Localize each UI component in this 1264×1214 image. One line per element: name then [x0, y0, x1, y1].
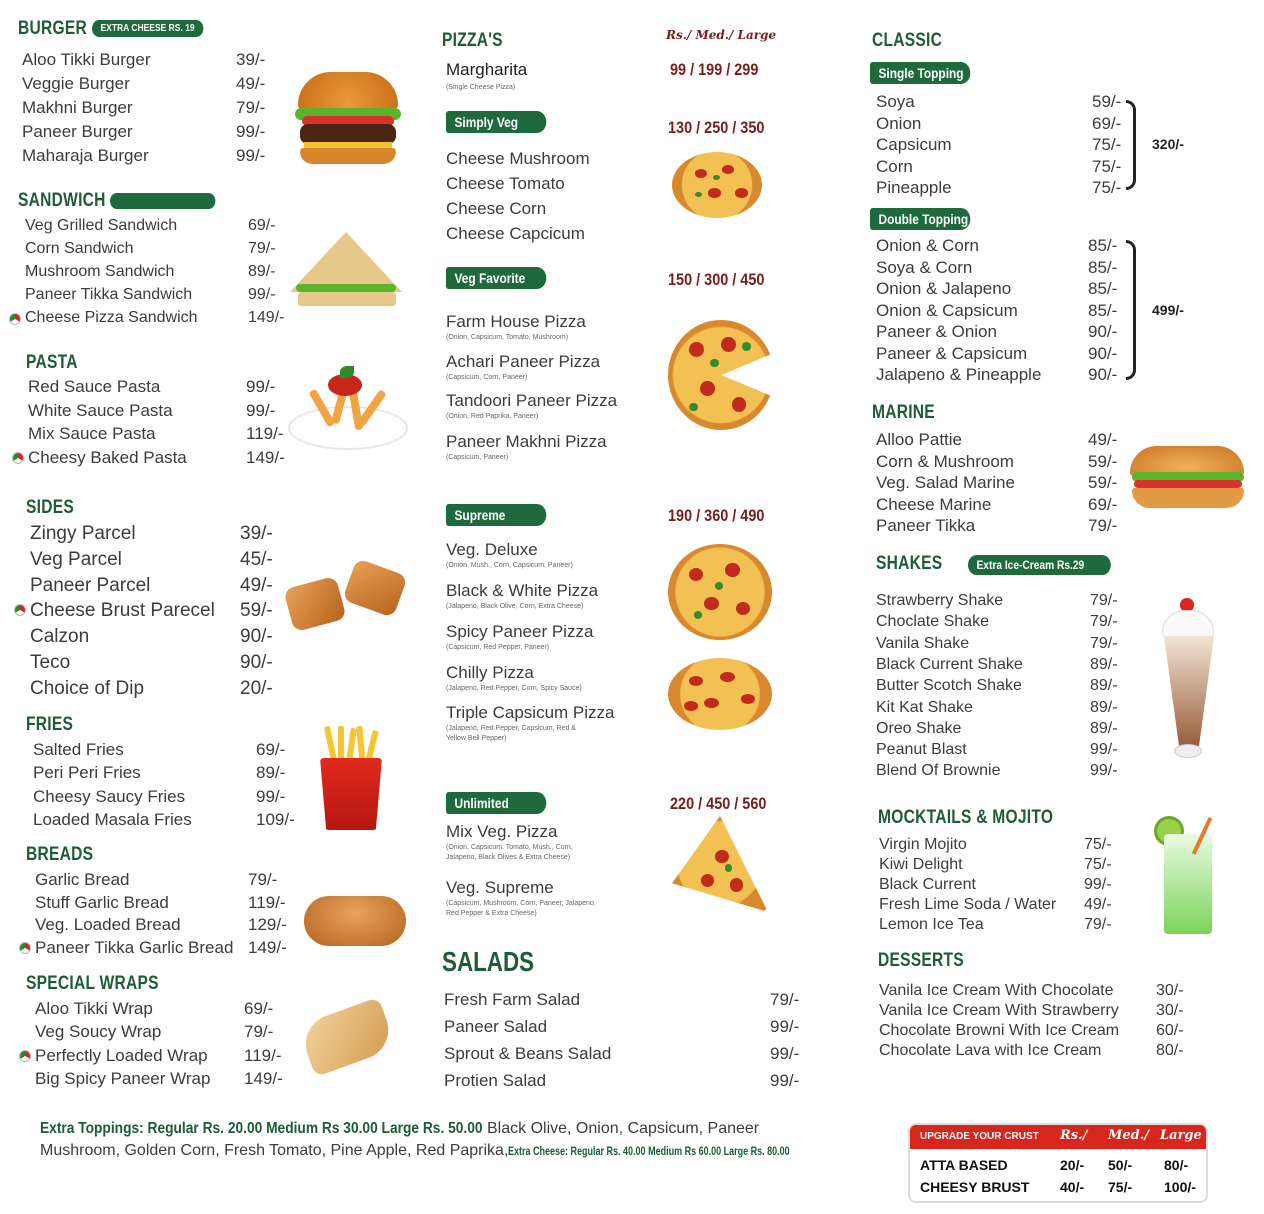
mojito-image	[1150, 812, 1226, 934]
menu-item-price: 39/-	[240, 523, 273, 544]
menu-item-price: 49/-	[240, 574, 273, 596]
sandwich-image	[290, 232, 402, 312]
crust-title: UPGRADE YOUR CRUST	[920, 1131, 1039, 1142]
simply-veg-price: 130 / 250 / 350	[668, 118, 765, 137]
pizza-image-3	[668, 544, 772, 640]
menu-item-name: Mix Sauce Pasta	[28, 424, 156, 443]
menu-item-name: Veggie Burger	[22, 74, 130, 93]
menu-item-name: Virgin Mojito	[879, 836, 967, 853]
menu-item-name: Garlic Bread	[35, 870, 130, 889]
pizza-item-name: Veg. Deluxe	[446, 540, 538, 559]
sandwich-title: SANDWICH	[18, 190, 106, 211]
crust-row-value: 40/-	[1060, 1179, 1085, 1195]
burger-title: BURGER	[18, 18, 87, 39]
extra-toppings-line-1	[40, 1120, 759, 1138]
menu-item-name: Perfectly Loaded Wrap	[35, 1045, 208, 1065]
crust-row-value: 80/-	[1164, 1157, 1189, 1173]
pizza-item-name: Achari Paneer Pizza	[446, 352, 601, 371]
pizza-image-2	[668, 320, 774, 430]
pizza-item-name: Cheese Corn	[446, 199, 547, 218]
bread-image	[304, 896, 408, 948]
menu-item-name: Capsicum	[876, 135, 952, 154]
menu-item-price: 75/-	[1092, 156, 1122, 176]
menu-item-price: 90/-	[1088, 365, 1118, 384]
menu-item-name: Paneer Tikka Garlic Bread	[35, 937, 234, 957]
menu-item-price: 59/-	[1092, 92, 1122, 111]
menu-item-price: 39/-	[236, 50, 266, 69]
menu-item-name: Onion & Corn	[876, 236, 979, 255]
menu-item-name: Soya & Corn	[876, 257, 973, 277]
pizza-item-toppings: (Onion, Capsicum, Tomato, Mushroom)	[446, 334, 569, 341]
menu-item-name: Salted Fries	[33, 740, 124, 759]
menu-item-price: 59/-	[1088, 473, 1118, 492]
wrap-image	[296, 1002, 404, 1074]
menu-item-price: 99/-	[256, 786, 286, 806]
menu-item-price: 99/-	[770, 1071, 800, 1090]
menu-item-name: Zingy Parcel	[30, 523, 136, 544]
pizza-item-toppings: (Capsicum, Red Pepper, Paneer)	[446, 644, 550, 651]
menu-item-price: 149/-	[248, 309, 285, 326]
menu-item-name: Alloo Pattie	[876, 430, 962, 449]
menu-item-name: Black Current Shake	[876, 655, 1023, 673]
pizza-item-name: Cheese Capcicum	[446, 224, 585, 243]
menu-item-price: 119/-	[246, 424, 284, 443]
extra-toppings-list-2: Mushroom, Golden Corn, Fresh Tomato, Pine Apple, Red Paprika,	[40, 1142, 509, 1159]
crust-header-regular: Rs./	[1060, 1128, 1088, 1143]
menu-item-name: Choclate Shake	[876, 613, 989, 631]
menu-item-name: Jalapeno & Pineapple	[876, 365, 1042, 384]
double-topping-combo-price: 499/-	[1152, 302, 1184, 318]
burger-extra-cheese-badge: EXTRA CHEESE RS. 19	[92, 20, 203, 37]
pizza-size-header: Rs./ Med./ Large	[666, 28, 777, 42]
menu-item-price: 49/-	[1084, 896, 1112, 913]
menu-item-name: Paneer Tikka Sandwich	[25, 286, 193, 303]
pizza-item-name: Farm House Pizza	[446, 312, 586, 331]
menu-item-name: Vanila Ice Cream With Chocolate	[879, 982, 1114, 999]
breads-title: BREADS	[26, 844, 94, 865]
menu-item-name: Calzon	[30, 626, 90, 648]
menu-item-price: 30/-	[1156, 1002, 1184, 1019]
pizza-item-toppings: Yellow Bell Pepper)	[446, 735, 507, 742]
menu-item-name: Cheesy Baked Pasta	[28, 447, 187, 467]
menu-item-price: 90/-	[240, 652, 273, 673]
menu-item-price: 75/-	[1092, 135, 1122, 154]
salads-title: SALADS	[442, 946, 535, 977]
special-item-icon	[14, 604, 26, 616]
single-topping-label: Single Topping	[870, 62, 970, 84]
menu-item-name: Paneer & Onion	[876, 322, 997, 341]
extra-cheese-price-note: Extra Cheese: Regular Rs. 40.00 Medium Rs 60.00 Large Rs. 80.00	[508, 1144, 791, 1158]
menu-item-price: 75/-	[1084, 836, 1112, 853]
menu-item-name: Veg. Salad Marine	[876, 473, 1015, 492]
menu-item-name: Onion & Jalapeno	[876, 279, 1012, 298]
pizza-item-name: Veg. Supreme	[446, 878, 554, 897]
menu-item-price: 30/-	[1156, 982, 1184, 999]
menu-item-price: 20/-	[240, 677, 273, 699]
pizza-slice-image	[672, 816, 768, 912]
veg-favorite-price: 150 / 300 / 450	[668, 270, 765, 289]
pizza-item-name: Mix Veg. Pizza	[446, 822, 558, 841]
marine-title: MARINE	[872, 402, 935, 423]
menu-item-name: Paneer Parcel	[30, 574, 151, 596]
menu-item-price: 99/-	[1090, 741, 1118, 759]
menu-item-price: 90/-	[1088, 322, 1118, 341]
menu-item-price: 89/-	[1090, 719, 1118, 737]
menu-item-name: Kit Kat Shake	[876, 698, 973, 716]
menu-item-price: 99/-	[246, 400, 276, 420]
menu-item-price: 89/-	[1090, 655, 1118, 673]
crust-row-value: 100/-	[1164, 1179, 1196, 1195]
extra-toppings-line-2	[40, 1142, 884, 1160]
burger-image	[298, 72, 398, 164]
crust-row-value: 20/-	[1060, 1157, 1085, 1173]
menu-item-name: Onion & Capsicum	[876, 300, 1018, 320]
menu-item-price: 89/-	[248, 263, 276, 280]
pizza-image-1	[672, 152, 762, 218]
supreme-price: 190 / 360 / 490	[668, 506, 765, 525]
menu-item-price: 59/-	[1088, 451, 1118, 471]
pizza-image-4	[668, 658, 772, 730]
desserts-title: DESSERTS	[878, 950, 964, 971]
menu-item-price: 99/-	[236, 146, 266, 165]
menu-item-price: 69/-	[256, 740, 286, 759]
menu-item-name: Onion	[876, 113, 922, 133]
menu-item-name: Sprout & Beans Salad	[444, 1044, 612, 1063]
sandwich-badge	[110, 193, 215, 209]
special-item-icon	[9, 313, 21, 325]
pizza-item-toppings: (Capsicum, Corn, Paneer)	[446, 374, 528, 381]
pizza-item-name: Tandoori Paneer Pizza	[446, 391, 618, 410]
menu-item-price: 85/-	[1088, 300, 1118, 320]
menu-item-name: Choice of Dip	[30, 677, 145, 699]
crust-table-header	[910, 1125, 1206, 1149]
menu-item-name: Paneer & Capsicum	[876, 343, 1028, 363]
menu-item-name: Chocolate Browni With Ice Cream	[879, 1022, 1120, 1039]
menu-item-name: Protien Salad	[444, 1071, 547, 1090]
menu-item-name: Makhni Burger	[22, 98, 133, 117]
menu-item-name: Vanila Ice Cream With Strawberry	[879, 1002, 1119, 1019]
special-item-icon	[19, 1050, 31, 1062]
pizza-item-toppings: (Jalapeno, Black Olive, Corn, Extra Cheese)	[446, 603, 584, 610]
fries-image	[318, 726, 388, 830]
pizza-item-name: Paneer Makhni Pizza	[446, 432, 607, 451]
parcel-image	[288, 562, 410, 644]
menu-item-price: 79/-	[1084, 916, 1112, 933]
classic-title: CLASSIC	[872, 30, 943, 51]
menu-item-price: 99/-	[246, 377, 276, 396]
menu-item-price: 149/-	[246, 447, 285, 467]
menu-item-price: 75/-	[1084, 856, 1112, 873]
pizza-item-name: Cheese Tomato	[446, 174, 565, 193]
menu-item-price: 79/-	[1090, 613, 1118, 631]
menu-item-price: 99/-	[1084, 876, 1112, 893]
menu-item-name: Fresh Farm Salad	[444, 990, 581, 1009]
crust-header-large: Large	[1160, 1128, 1202, 1143]
menu-item-price: 79/-	[1088, 516, 1118, 535]
shake-image	[1160, 598, 1220, 762]
pizza-item-name: Triple Capsicum Pizza	[446, 703, 615, 722]
menu-item-name: Veg Parcel	[30, 548, 122, 570]
margharita-name: Margharita	[446, 60, 528, 79]
sides-title: SIDES	[26, 497, 74, 518]
menu-item-price: 90/-	[240, 626, 273, 648]
menu-item-name: Red Sauce Pasta	[28, 377, 161, 396]
pizza-item-name: Spicy Paneer Pizza	[446, 622, 594, 641]
menu-item-price: 69/-	[1092, 113, 1122, 133]
pizza-item-toppings: (Jalapeno, Red Pepper, Capsicum, Red &	[446, 725, 576, 732]
menu-item-price: 49/-	[1088, 430, 1118, 449]
menu-item-price: 75/-	[1092, 178, 1122, 197]
margharita-desc: (Single Cheese Pizza)	[446, 84, 516, 91]
pasta-title: PASTA	[26, 352, 78, 373]
unlimited-price: 220 / 450 / 560	[670, 794, 767, 813]
shakes-title: SHAKES	[876, 553, 943, 574]
pizza-item-toppings: Red Pepper & Extra Cheese)	[446, 910, 537, 917]
menu-item-name: Butter Scotch Shake	[876, 677, 1022, 695]
pizza-item-toppings: Jalapeno, Black Olives & Extra Cheese)	[446, 854, 571, 861]
menu-item-price: 79/-	[770, 990, 800, 1009]
menu-item-name: Veg Soucy Wrap	[35, 1022, 162, 1042]
menu-item-price: 49/-	[236, 74, 266, 93]
menu-item-name: Cheese Marine	[876, 494, 992, 514]
menu-item-name: Vanila Shake	[876, 634, 970, 652]
crust-row-name: ATTA BASED	[920, 1157, 1008, 1173]
crust-header-medium: Med./	[1108, 1128, 1150, 1143]
menu-item-name: Blend Of Brownie	[876, 762, 1001, 780]
pizza-item-toppings: (Jalapeno, Red Pepper, Corn, Spicy Sauce)	[446, 685, 582, 692]
menu-item-price: 89/-	[1090, 698, 1118, 716]
menu-item-name: Corn Sandwich	[25, 240, 134, 257]
menu-item-name: Aloo Tikki Wrap	[35, 999, 153, 1018]
menu-item-price: 79/-	[1090, 634, 1118, 652]
single-topping-brace	[1126, 100, 1136, 190]
menu-item-name: Black Current	[879, 876, 976, 893]
extra-toppings-list-1: Black Olive, Onion, Capsicum, Paneer	[482, 1120, 760, 1137]
pasta-image	[288, 366, 410, 456]
pizza-item-toppings: (Onion, Red Paprika, Paneer)	[446, 413, 539, 420]
menu-item-name: Corn	[876, 156, 913, 176]
menu-item-price: 45/-	[240, 548, 273, 570]
shakes-extra-icecream-badge: Extra Ice-Cream Rs.29	[968, 555, 1111, 575]
menu-item-name: Oreo Shake	[876, 719, 962, 737]
menu-item-name: Veg Grilled Sandwich	[25, 217, 178, 234]
menu-item-name: Paneer Burger	[22, 122, 133, 141]
extra-toppings-label: Extra Toppings: Regular Rs. 20.00 Medium Rs 30.00 Large Rs. 50.00	[40, 1120, 483, 1137]
menu-item-price: 89/-	[256, 763, 286, 783]
simply-veg-label: Simply Veg	[446, 111, 546, 133]
menu-item-name: Cheese Brust Parecel	[30, 600, 215, 622]
menu-item-name: Loaded Masala Fries	[33, 809, 192, 829]
menu-item-price: 99/-	[1090, 762, 1118, 780]
menu-item-price: 149/-	[244, 1068, 283, 1088]
pizza-item-name: Chilly Pizza	[446, 663, 534, 682]
menu-item-price: 99/-	[770, 1017, 800, 1036]
menu-item-price: 69/-	[1088, 494, 1118, 514]
menu-item-price: 90/-	[1088, 343, 1118, 363]
menu-item-name: Mushroom Sandwich	[25, 263, 175, 280]
crust-row-value: 50/-	[1108, 1157, 1133, 1173]
menu-item-price: 79/-	[248, 240, 276, 257]
menu-item-price: 69/-	[244, 999, 274, 1018]
crust-row-atta	[910, 1155, 1206, 1179]
margharita-price: 99 / 199 / 299	[670, 60, 759, 79]
menu-item-price: 99/-	[236, 122, 266, 141]
menu-item-name: Aloo Tikki Burger	[22, 50, 151, 69]
menu-item-name: Cheese Pizza Sandwich	[25, 309, 198, 326]
menu-item-price: 129/-	[248, 915, 287, 934]
menu-item-price: 79/-	[244, 1022, 274, 1042]
menu-item-price: 69/-	[248, 217, 276, 234]
menu-item-price: 99/-	[248, 286, 276, 303]
menu-item-price: 80/-	[1156, 1042, 1184, 1059]
menu-item-price: 79/-	[248, 870, 278, 889]
menu-item-name: Peri Peri Fries	[33, 763, 141, 783]
special-item-icon	[12, 452, 24, 464]
menu-item-name: Maharaja Burger	[22, 146, 149, 165]
menu-item-name: Soya	[876, 92, 915, 111]
wraps-title: SPECIAL WRAPS	[26, 973, 159, 994]
menu-item-name: Stuff Garlic Bread	[35, 892, 169, 912]
menu-item-price: 85/-	[1088, 279, 1118, 298]
menu-item-name: Paneer Salad	[444, 1017, 548, 1036]
menu-item-name: Chocolate Lava with Ice Cream	[879, 1042, 1102, 1059]
menu-item-name: Fresh Lime Soda / Water	[879, 896, 1057, 913]
menu-item-price: 59/-	[240, 600, 273, 622]
menu-item-name: Teco	[30, 652, 71, 673]
menu-item-name: Strawberry Shake	[876, 592, 1004, 609]
menu-item-price: 85/-	[1088, 257, 1118, 277]
menu-item-name: Pineapple	[876, 178, 952, 197]
menu-item-price: 79/-	[236, 98, 266, 117]
menu-item-price: 99/-	[770, 1044, 800, 1063]
special-item-icon	[19, 942, 31, 954]
menu-item-price: 119/-	[244, 1045, 282, 1065]
pizza-item-name: Black & White Pizza	[446, 581, 599, 600]
pizza-item-toppings: (Capsicum, Paneer)	[446, 454, 509, 461]
unlimited-label: Unlimited	[446, 792, 546, 814]
menu-item-name: Peanut Blast	[876, 741, 967, 759]
supreme-label: Supreme	[446, 504, 546, 526]
menu-item-name: White Sauce Pasta	[28, 400, 173, 420]
menu-item-price: 85/-	[1088, 236, 1118, 255]
pizzas-title: PIZZA'S	[442, 30, 503, 51]
single-topping-combo-price: 320/-	[1152, 136, 1184, 152]
menu-item-name: Big Spicy Paneer Wrap	[35, 1068, 211, 1088]
double-topping-brace	[1126, 240, 1136, 380]
marine-sub-image	[1130, 446, 1246, 512]
veg-favorite-label: Veg Favorite	[446, 267, 546, 289]
double-topping-label: Double Topping	[870, 208, 970, 230]
fries-title: FRIES	[26, 714, 74, 735]
menu-item-price: 89/-	[1090, 677, 1118, 695]
menu-item-price: 79/-	[1090, 592, 1118, 609]
menu-item-price: 109/-	[256, 809, 295, 829]
crust-row-name: CHEESY BRUST	[920, 1179, 1030, 1195]
pizza-item-toppings: (Onion, Mush., Corn, Capsicum, Paneer)	[446, 562, 573, 569]
mocktails-title: MOCKTAILS & MOJITO	[878, 807, 1054, 828]
menu-item-name: Lemon Ice Tea	[879, 916, 984, 933]
crust-row-cheesy	[910, 1179, 1206, 1203]
pizza-item-name: Cheese Mushroom	[446, 149, 590, 168]
menu-item-price: 149/-	[248, 937, 287, 957]
upgrade-crust-table	[908, 1123, 1208, 1203]
crust-row-value: 75/-	[1108, 1179, 1133, 1195]
menu-item-price: 60/-	[1156, 1022, 1184, 1039]
menu-item-name: Veg. Loaded Bread	[35, 915, 181, 934]
menu-item-name: Corn & Mushroom	[876, 451, 1014, 471]
pizza-item-toppings: (Capsicum, Mushroom, Corn, Paneer, Jalapeno,	[446, 900, 596, 907]
menu-item-name: Cheesy Saucy Fries	[33, 786, 186, 806]
pizza-item-toppings: (Onion, Capsicum, Tomato, Mush., Corn,	[446, 844, 573, 851]
menu-item-price: 119/-	[248, 892, 286, 912]
menu-item-name: Paneer Tikka	[876, 516, 976, 535]
menu-item-name: Kiwi Delight	[879, 856, 963, 873]
